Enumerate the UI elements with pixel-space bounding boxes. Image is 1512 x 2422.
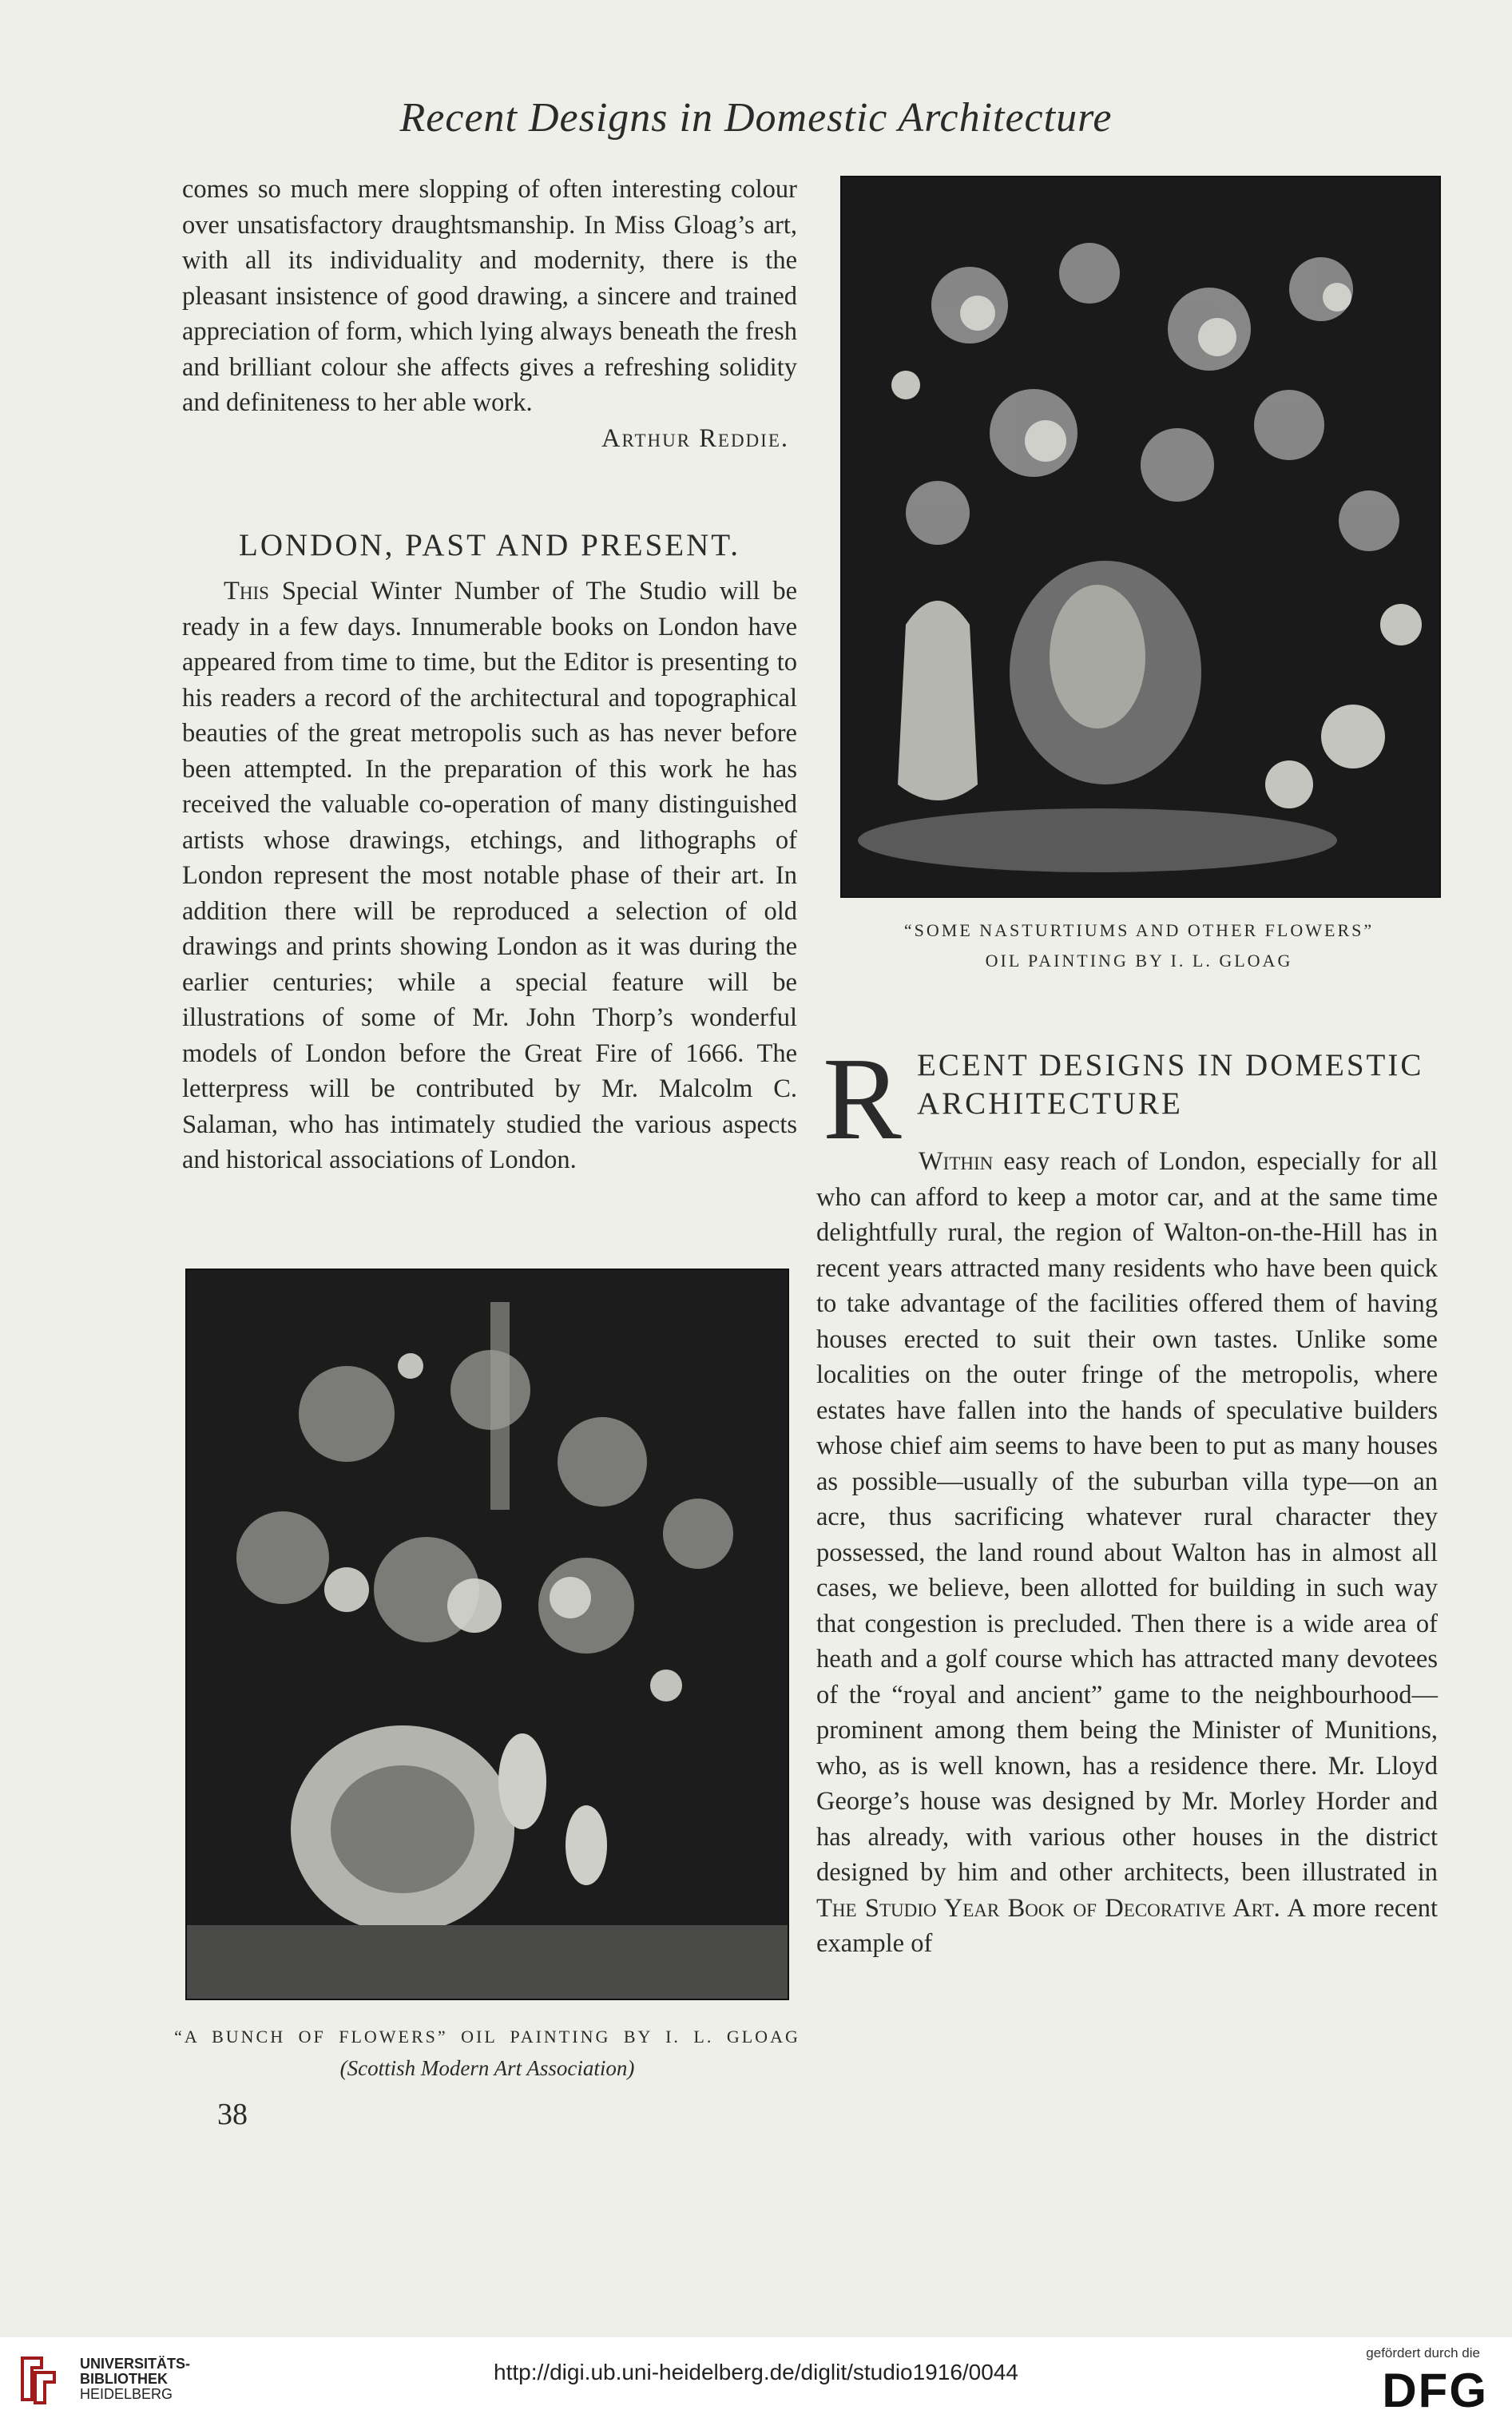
section-heading: LONDON, PAST AND PRESENT. xyxy=(239,528,740,562)
caption-bottom-source: (Scottish Modern Art Association) xyxy=(339,2056,635,2080)
article-title: ECENT DESIGNS IN DOMESTIC ARCHITECTURE xyxy=(917,1048,1424,1121)
drop-cap: R xyxy=(823,1034,902,1165)
paragraph-text: Special Winter Number of The Studio will be ready in a few days. Innumerable books on London have appeared from time to time, but the Editor is presenting to his readers a record of the architectural and topographical beauties of the great metropolis such as has never before been attempted. In the preparation of this work he has received the valuable co-operation of many distinguished artists whose drawings, etchings, and lithographs of London represent the most notable phase of their art. In addition there will be reproduced a selection of old drawings and prints showing London as it was during the earlier centuries; while a special feature will be illustrations of some of Mr. John Thorp’s wonderful models of London before the Great Fire of 1666. The letterpress will be contributed by Mr. Malcolm C. Salaman, who has intimately studied the various aspects and historical associations of London. xyxy=(182,577,797,1174)
library-name-line: BIBLIOTHEK xyxy=(80,2371,168,2387)
article-text-end: . A more recent example of xyxy=(816,1893,1438,1958)
painting-image xyxy=(842,177,1439,896)
paragraph-lead-word: This xyxy=(224,577,269,606)
caption-top-title: “SOME NASTURTIUMS AND OTHER FLOWERS” xyxy=(903,920,1375,940)
publication-reference: The Studio Year Book of Decorative Art xyxy=(816,1893,1274,1923)
article-lead-word: Within xyxy=(919,1147,994,1176)
funding-note: gefördert durch die xyxy=(1366,2345,1480,2360)
painting-plate-nasturtiums xyxy=(840,176,1441,898)
left-column-body xyxy=(182,574,797,1178)
source-url-link[interactable]: http://digi.ub.uni-heidelberg.de/diglit/studio1916/0044 xyxy=(494,2360,1018,2384)
painting-plate-bunch-of-flowers xyxy=(185,1269,789,2000)
page-number: 38 xyxy=(217,2098,248,2131)
article-text: easy reach of London, especially for all who can afford to keep a motor car, and at the same time delightfully rural, the region of Walton-on-the-Hill has in recent years attracted many residents who have been quick to take advantage of the facilities offered them of having houses erected to suit their own tastes. Unlike some localities on the outer fringe of the metropolis, where estates have fallen into the hands of speculative builders whose chief aim seems to have been to put as many houses as possible—usually of the suburban villa type—on an acre, thus sacrificing whatever rural character they possessed, the land round about Walton has in almost all cases, we believe, been allotted for building in such way that congestion is precluded. Then there is a wide area of heath and a golf course which has attracted many devotees of the “royal and ancient” game to the neighbourhood—prominent among them being the Minister of Munitions, who, as is well known, has a residence there. Mr. Lloyd George’s house was designed by Mr. Morley Horder and has already, with various other houses in the district designed by him and other architects, been illustrated in xyxy=(816,1147,1438,1887)
library-name-line: HEIDELBERG xyxy=(80,2386,173,2402)
library-name-line: UNIVERSITÄTS- xyxy=(80,2356,191,2372)
article-signature: Arthur Reddie. xyxy=(601,423,789,453)
left-column xyxy=(182,172,797,456)
announcement-paragraph xyxy=(182,574,797,1178)
article-paragraph xyxy=(816,1144,1438,1962)
caption-bottom-title: “A BUNCH OF FLOWERS” OIL PAINTING BY I. L. GLOAG xyxy=(174,2027,800,2047)
painting-image xyxy=(187,1270,788,1999)
running-head: Recent Designs in Domestic Architecture xyxy=(399,95,1113,141)
intro-paragraph: comes so much mere slopping of often interesting colour over unsatisfactory draughtsmanship. In Miss Gloag’s art, with all its individuality and modernity, there is the pleasant insistence of good drawing, a sincere and trained appreciation of form, which lying always beneath the fresh and brilliant colour she affects gives a refreshing solidity and definiteness to her able work. xyxy=(182,175,797,417)
digitization-footer xyxy=(0,2337,1512,2422)
dfg-logo: DFG xyxy=(1382,2364,1488,2417)
caption-top-credit: OIL PAINTING BY I. L. GLOAG xyxy=(985,951,1293,971)
article-body xyxy=(816,1144,1438,1962)
